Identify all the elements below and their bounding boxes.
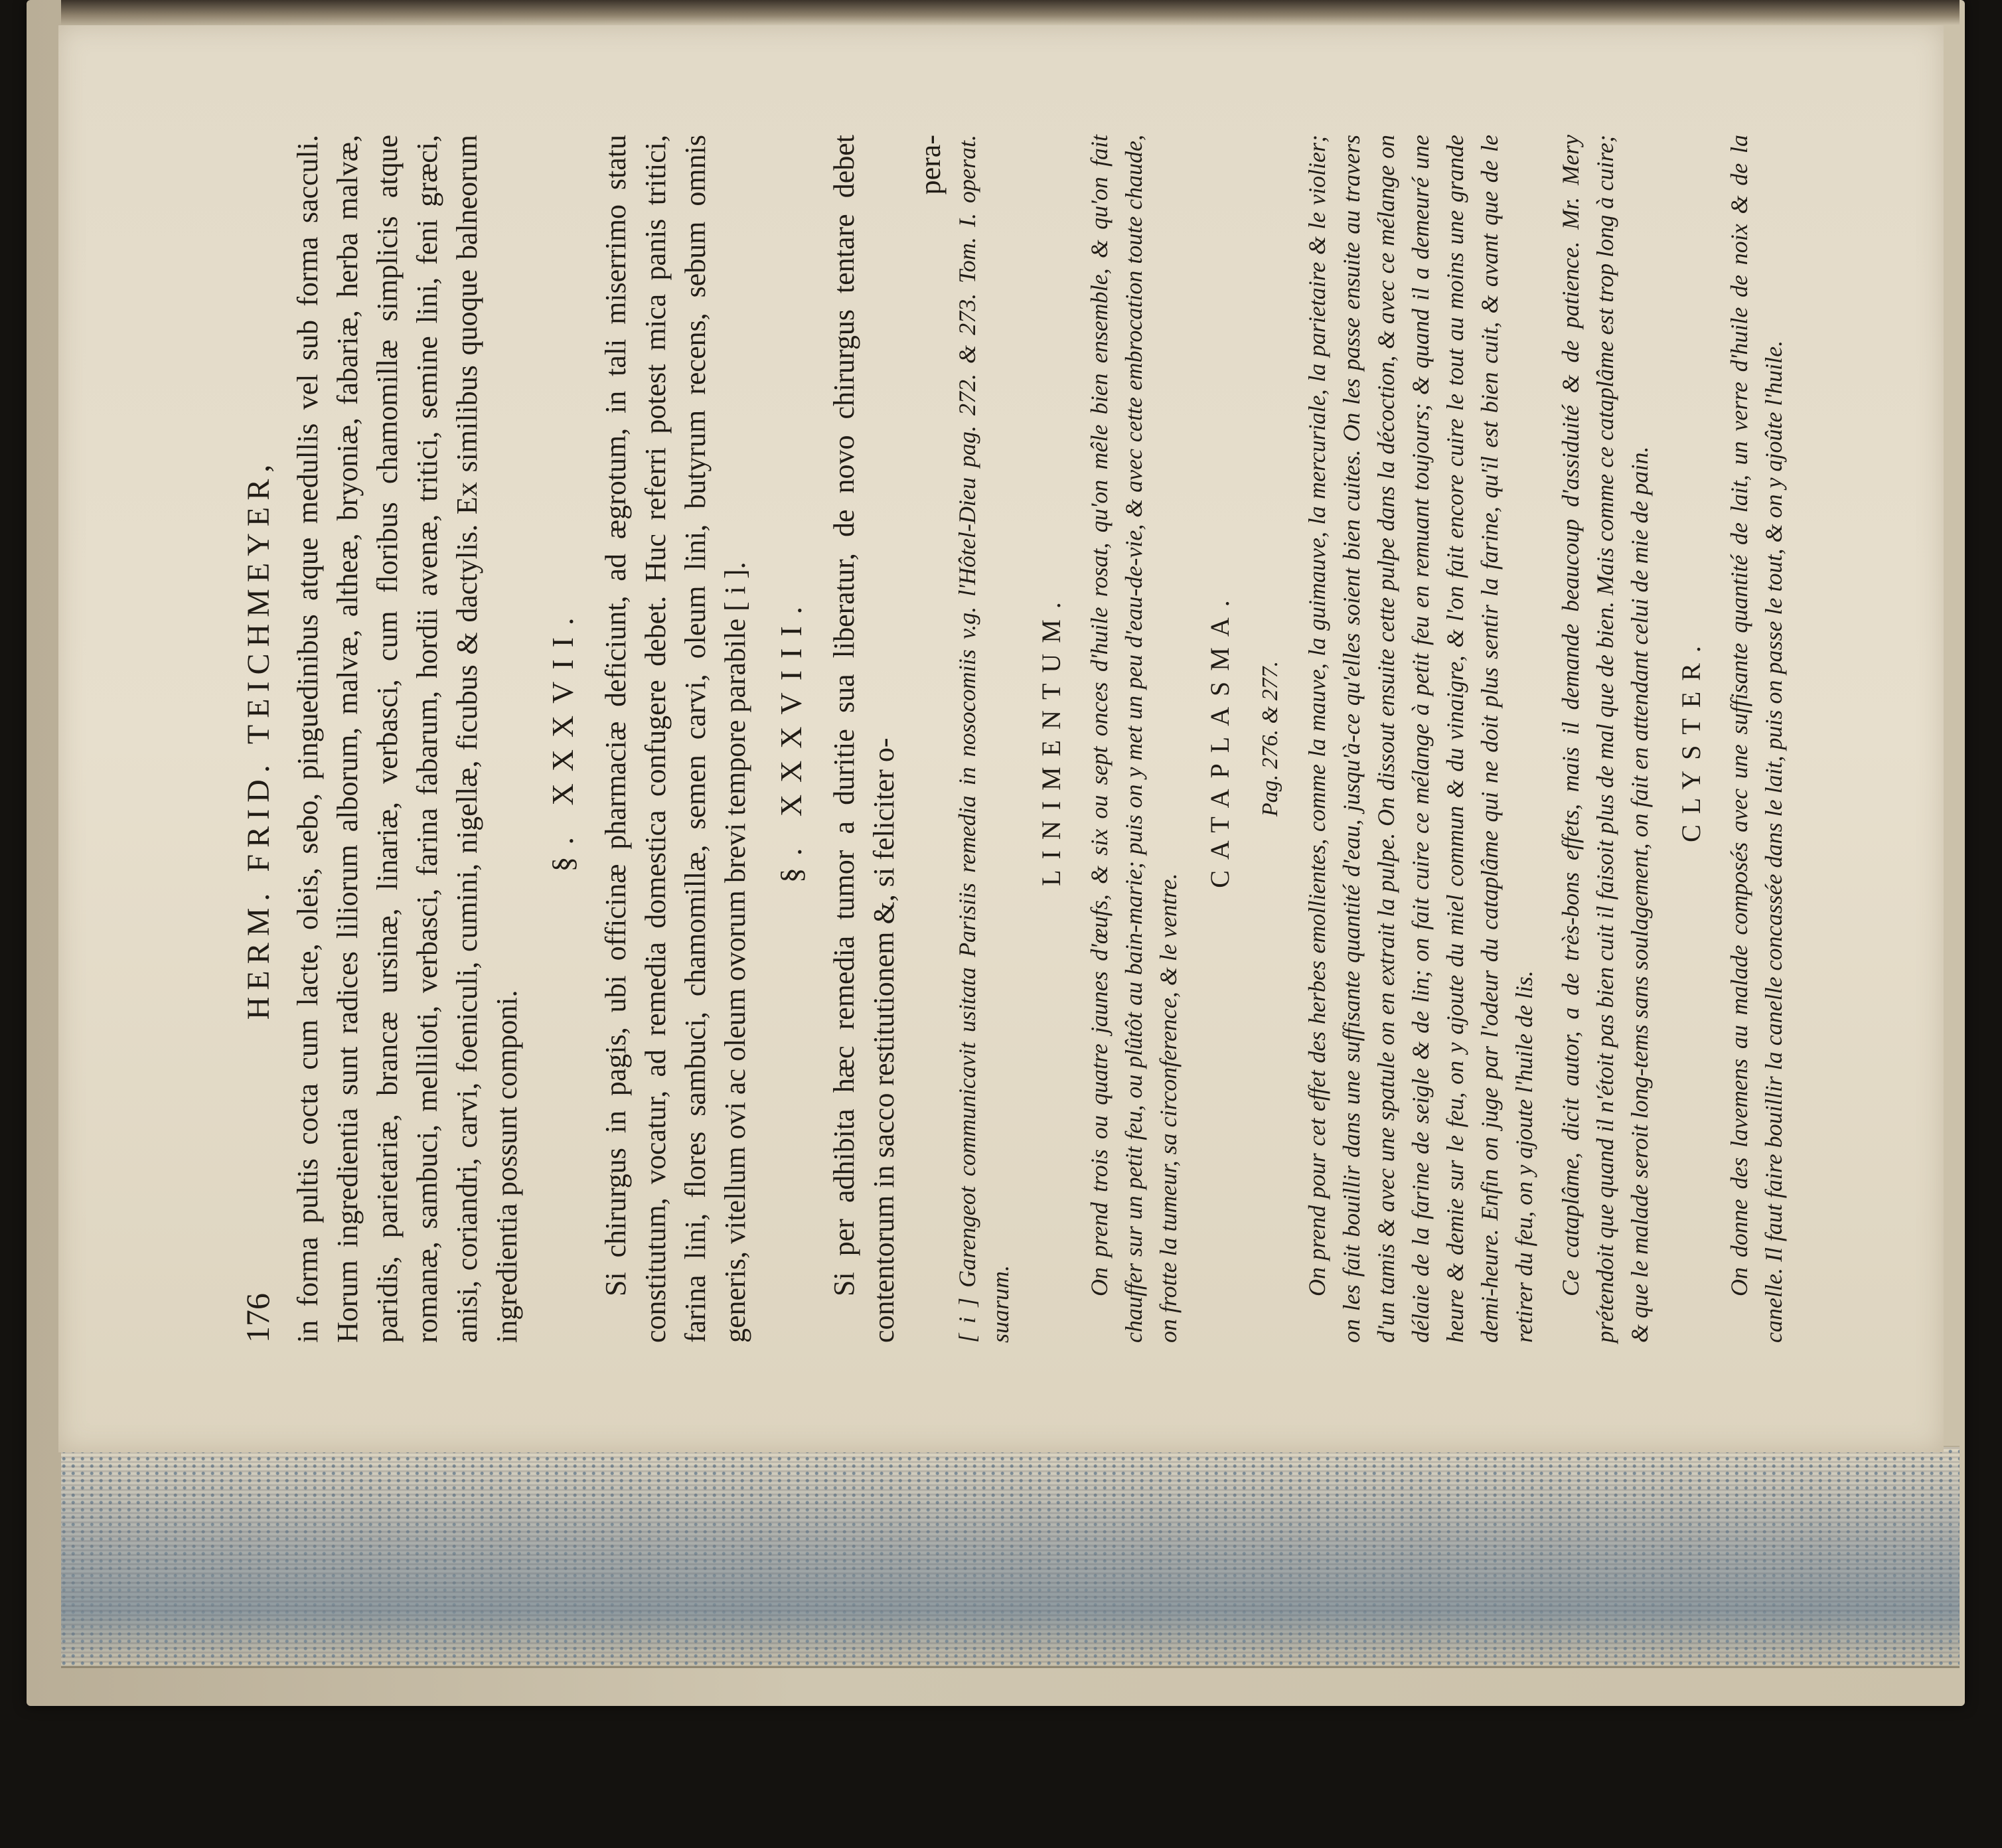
body-paragraph-2: Si chirurgus in pagis, ubi officinæ pharmaciæ deficiunt, ad ægrotum, in tali miserrimo statu constitutum, vocatur, ad remedia domestica confugere debet. Huc referri potest mica panis tritici, farina lini, flores sambuci, chamomillæ, semen carvi, oleum lini, butyrum recens, sebum omnis generis, vitellum ovi ac oleum ovorum brevi tempore parabile [ i ]. <box>599 135 751 1343</box>
clyster-text: On donne des lavemens au malade composés avec une suffisante quantité de lait, un verre d'huile de noix & de la canelle. Il faut faire bouillir la canelle concassée dans le lait, puis on passe le tout, & on y ajoûte l'huile. <box>1726 135 1787 1343</box>
cataplasm-text-2: Ce cataplâme, dicit autor, a de très-bons effets, mais il demande beaucoup d'assiduité & de patience. Mr. Mery prétendoit que quand il n'étoit pas bien cuit il faisoit plus de mal que de bien. Mais comme ce cataplâme est trop long à cuire; & que le malade seroit long-tems sans soulagement, on fait en attendant celui de mie de pain. <box>1557 135 1653 1343</box>
body-paragraph-3: Si per adhibita hæc remedia tumor a duritie sua liberatur, de novo chirurgus tentare debet contentorum in sacco restitutionem &, si feliciter o- <box>828 135 900 1343</box>
page-block-edge <box>61 1446 1960 1668</box>
rotated-text-block <box>138 75 1864 1403</box>
cataplasm-heading: CATAPLASMA. <box>1205 589 1235 888</box>
running-head <box>238 135 279 1343</box>
liniment-heading: LINIMENTUM. <box>1036 591 1066 886</box>
running-title: HERM. FRID. TEICHMEYER, <box>241 457 276 1020</box>
clyster-heading: CLYSTER. <box>1676 635 1706 842</box>
gutter-shadow <box>61 0 1960 25</box>
printed-page <box>58 25 1944 1452</box>
catchword: pera- <box>914 135 947 195</box>
page-number: 176 <box>239 1293 276 1343</box>
section-heading-37: §. XXXVII. <box>546 605 579 872</box>
section-heading-38: §. XXXVIII. <box>774 594 808 884</box>
body-paragraph-1: in forma pultis cocta cum lacte, oleis, sebo, pinguedinibus atque medullis vel sub forma sacculi. Horum ingredientia sunt radices liliorum alborum, malvæ, altheæ, bryoniæ, fabariæ, herba malvæ, paridis, parietariæ, brancæ ursinæ, linariæ, verbasci, cum floribus chamomillæ simplicis atque romanæ, sambuci, melliloti, verbasci, farina fabarum, hordii avenæ, tritici, semine lini, feni græci, anisi, coriandri, carvi, foeniculi, cumini, nigellæ, ficubus & dactylis. Ex similibus quoque balneorum ingredientia possunt componi. <box>291 135 523 1343</box>
cataplasm-text-1: On prend pour cet effet des herbes emollientes, comme la mauve, la guimauve, la mercuriale, la parietaire & le violier; on les fait bouillir dans une suffisante quantité d'eau, jusqu'à-ce qu'elles soient bien cuites. On les passe ensuite au travers d'un tamis & avec une spatule on en extrait la pulpe. On dissout ensuite cette pulpe dans la décoction, & avec ce mélange on délaie de la farine de seigle & de lin; on fait cuire ce mélange à petit feu en remuant toujours; & quand il a demeuré une heure & demie sur le feu, on y ajoute du miel commun & du vinaigre, & l'on fait encore cuire le tout au moins une grande demi-heure. Enfin on juge par l'odeur du cataplâme qui ne doit plus sentir la farine, qu'il est bien cuit, & avant que de le retirer du feu, on y ajoute l'huile de lis. <box>1304 135 1537 1343</box>
footnote: [ i ] Garengeot communicavit usitata Parisiis remedia in nosocomiis v.g. l'Hôtel-Dieu pag. 272. & 273. Tom. I. operat. suarum. <box>954 135 1014 1343</box>
liniment-text: On prend trois ou quatre jaunes d'œufs, & six ou sept onces d'huile rosat, qu'on mêle bien ensemble, & qu'on fait chauffer sur un petit feu, ou plûtôt au bain-marie; puis on y met un peu d'eau-de-vie, & avec cette embrocation toute chaude, on frotte la tumeur, sa circonference, & le ventre. <box>1086 135 1182 1343</box>
cataplasm-page-reference: Pag. 276. & 277. <box>1258 660 1282 817</box>
